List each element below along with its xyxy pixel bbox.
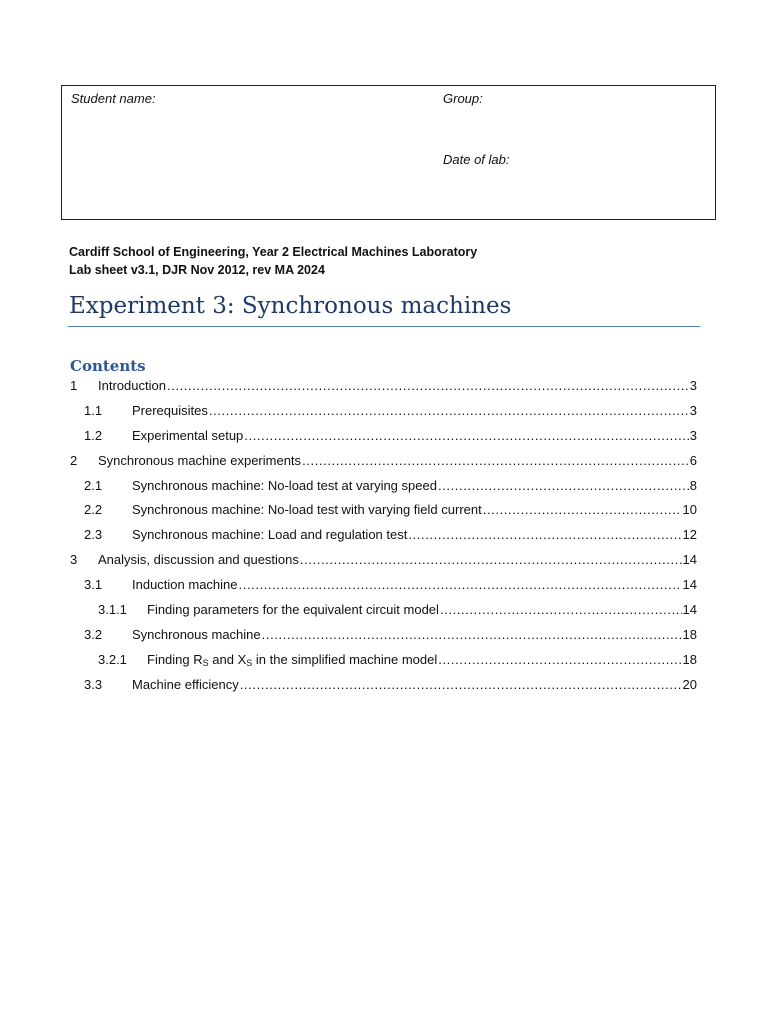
toc-entry[interactable] [0,576,697,594]
toc-entry-page-number: 14 [682,602,697,617]
toc-entry-page-number: 14 [682,552,697,567]
header-line-2: Lab sheet v3.1, DJR Nov 2012, rev MA 2024 [69,263,325,277]
toc-entry-page-number: 12 [682,527,697,542]
toc-title-part: and X [208,652,247,667]
toc-entry-page-number: 10 [682,502,697,517]
toc-dot-leader [262,626,682,644]
toc-entry[interactable] [0,526,697,544]
document-header [69,243,477,279]
subscript: S [246,658,253,668]
toc-entry-number: 3.3 [84,677,103,692]
toc-dot-leader [167,377,689,395]
toc-entry[interactable] [0,626,697,644]
toc-dot-leader [302,452,689,470]
toc-entry-page-number: 6 [689,453,697,468]
title-underline [68,326,700,327]
toc-entry-title: Synchronous machine: Load and regulation test [132,527,408,542]
toc-dot-leader [440,601,682,619]
toc-entry[interactable] [0,651,697,669]
toc-entry-title: Machine efficiency [132,677,239,692]
toc-entry-title: Synchronous machine: No-load test at varying speed [132,478,437,493]
toc-entry-number: 1.2 [84,428,103,443]
toc-entry[interactable] [0,427,697,445]
toc-entry-page-number: 3 [689,403,697,418]
toc-dot-leader [438,477,689,495]
toc-entry-number: 2 [70,453,78,468]
toc-entry[interactable] [0,601,697,619]
toc-entry[interactable] [0,377,697,395]
toc-entry-page-number: 14 [682,577,697,592]
toc-entry[interactable] [0,501,697,519]
toc-entry-title: Synchronous machine experiments [98,453,302,468]
toc-entry-page-number: 18 [682,652,697,667]
toc-entry-title: Analysis, discussion and questions [98,552,299,567]
toc-title-part: Finding R [147,652,203,667]
toc-entry-title: Synchronous machine: No-load test with varying field current [132,502,482,517]
contents-heading: Contents [70,357,146,375]
toc-dot-leader [483,501,682,519]
toc-entry-title: Prerequisites [132,403,208,418]
toc-entry-page-number: 20 [682,677,697,692]
toc-entry-title: Finding parameters for the equivalent circuit model [147,602,439,617]
toc-entry[interactable] [0,551,697,569]
toc-entry-number: 1 [70,378,78,393]
toc-entry[interactable] [0,402,697,420]
toc-entry-title: Synchronous machine [132,627,261,642]
toc-dot-leader [209,402,689,420]
toc-entry-title: Induction machine [132,577,238,592]
toc-entry-number: 3.1.1 [98,602,127,617]
toc-entry[interactable] [0,452,697,470]
date-of-lab-label: Date of lab: [443,152,510,167]
toc-entry-title: Introduction [98,378,166,393]
student-info-box [61,85,716,220]
header-line-1: Cardiff School of Engineering, Year 2 Electrical Machines Laboratory [69,245,478,259]
toc-dot-leader [408,526,681,544]
toc-entry-number: 1.1 [84,403,103,418]
toc-title-part: in the simplified machine model [252,652,438,667]
toc-entry-number: 2.3 [84,527,103,542]
toc-entry-page-number: 8 [689,478,697,493]
toc-dot-leader [438,651,681,669]
toc-entry-number: 2.2 [84,502,103,517]
toc-dot-leader [300,551,682,569]
toc-entry-title: Experimental setup [132,428,244,443]
toc-entry-page-number: 18 [682,627,697,642]
subscript: S [202,658,209,668]
toc-entry-number: 3.2.1 [98,652,127,667]
toc-entry-number: 2.1 [84,478,103,493]
toc-dot-leader [244,427,688,445]
toc-entry[interactable] [0,477,697,495]
toc-dot-leader [239,576,682,594]
student-name-label: Student name: [71,91,156,106]
toc-entry-number: 3.2 [84,627,103,642]
toc-entry-number: 3 [70,552,78,567]
toc-dot-leader [240,676,682,694]
toc-entry-title [147,651,437,672]
page-title: Experiment 3: Synchronous machines [69,293,512,319]
toc-entry-page-number: 3 [689,378,697,393]
toc-entry[interactable] [0,676,697,694]
group-label: Group: [443,91,483,106]
toc-entry-page-number: 3 [689,428,697,443]
toc-entry-number: 3.1 [84,577,103,592]
